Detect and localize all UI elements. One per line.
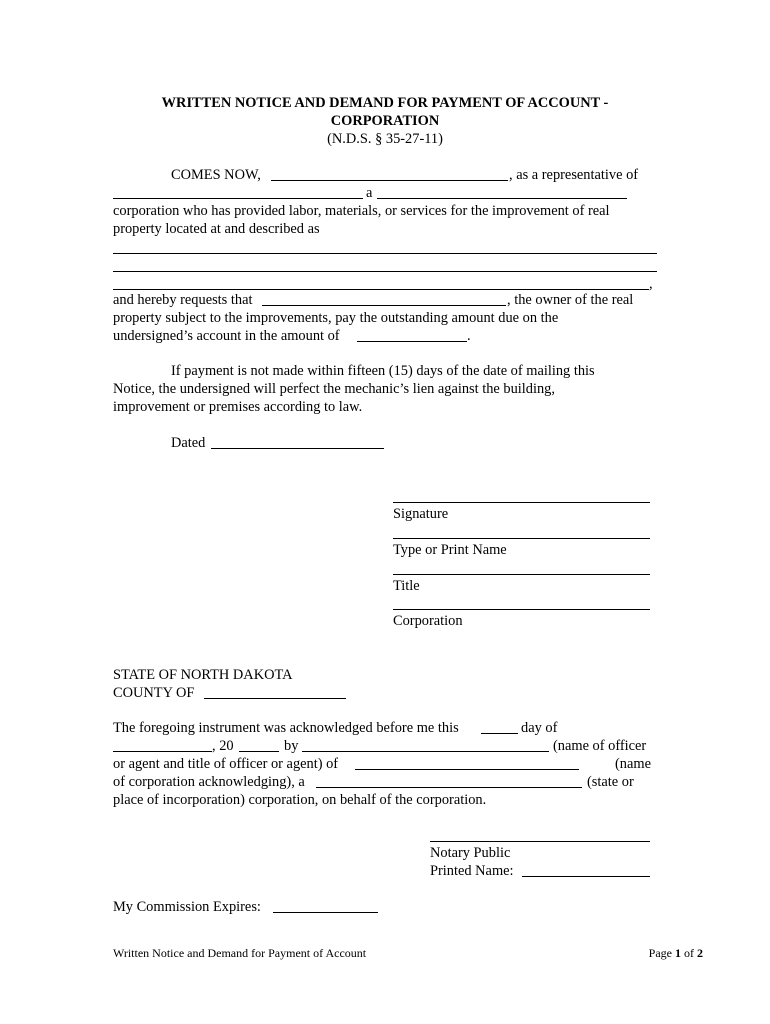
state-or-text: (state or: [587, 774, 634, 790]
by-text: by: [284, 738, 299, 754]
payment-notice-line1: If payment is not made within fifteen (15) days of the date of mailing this: [171, 363, 595, 379]
corporation-name-blank[interactable]: [355, 769, 579, 770]
state-of-incorporation-blank[interactable]: [316, 787, 582, 788]
title-line[interactable]: [393, 574, 650, 575]
day-of-text: day of: [521, 720, 558, 736]
page-total: 2: [697, 946, 703, 960]
payment-notice-line2: Notice, the undersigned will perfect the mechanic’s lien against the building,: [113, 381, 555, 397]
document-title-line2: CORPORATION: [330, 113, 440, 129]
statute-citation: (N.D.S. § 35-27-11): [327, 131, 443, 147]
a-text: a: [366, 185, 373, 201]
name-of-officer-text: (name of officer: [553, 738, 647, 754]
requests-text: and hereby requests that: [113, 292, 253, 308]
company-name-blank[interactable]: [113, 198, 363, 199]
notary-public-label: Notary Public: [430, 845, 511, 861]
year-prefix-text: , 20: [212, 738, 234, 754]
corporation-line[interactable]: [393, 609, 650, 610]
commission-expires-label: My Commission Expires:: [113, 899, 261, 915]
amount-blank[interactable]: [357, 341, 467, 342]
comma-text: ,: [649, 276, 653, 292]
month-blank[interactable]: [113, 751, 212, 752]
page-number: 1: [675, 946, 681, 960]
officer-name-blank[interactable]: [302, 751, 549, 752]
officer-title-text: or agent and title of officer or agent) of: [113, 756, 339, 772]
company-type-blank[interactable]: [377, 198, 627, 199]
owner-name-blank[interactable]: [262, 305, 506, 306]
corporation-services-text: corporation who has provided labor, materials, or services for the improvement of real: [113, 203, 610, 219]
account-amount-text: undersigned’s account in the amount of: [113, 328, 340, 344]
county-blank[interactable]: [204, 698, 346, 699]
corporation-label: Corporation: [393, 613, 463, 629]
print-name-label: Type or Print Name: [393, 542, 507, 558]
property-located-text: property located at and described as: [113, 221, 320, 237]
notary-signature-line[interactable]: [430, 841, 650, 842]
name-text: (name: [615, 756, 651, 772]
document-title: WRITTEN NOTICE AND DEMAND FOR PAYMENT OF ACCOUNT -: [161, 95, 609, 111]
date-blank[interactable]: [211, 448, 384, 449]
title-label: Title: [393, 578, 420, 594]
print-name-line[interactable]: [393, 538, 650, 539]
owner-text: , the owner of the real: [507, 292, 634, 308]
comes-now-text: COMES NOW,: [171, 167, 261, 183]
day-blank[interactable]: [481, 733, 518, 734]
signature-line[interactable]: [393, 502, 650, 503]
representative-name-blank[interactable]: [271, 180, 508, 181]
state-heading: STATE OF NORTH DAKOTA: [113, 667, 293, 683]
printed-name-label: Printed Name:: [430, 863, 514, 879]
commission-expires-blank[interactable]: [273, 912, 378, 913]
payment-notice-line3: improvement or premises according to law.: [113, 399, 363, 415]
property-description-blank-1[interactable]: [113, 253, 657, 254]
property-description-blank-3[interactable]: [113, 289, 649, 290]
page-word: Page: [648, 946, 672, 960]
property-description-blank-2[interactable]: [113, 271, 657, 272]
place-of-incorporation-text: place of incorporation) corporation, on behalf of the corporation.: [113, 792, 487, 808]
page-indicator: [560, 944, 703, 962]
property-subject-text: property subject to the improvements, pay the outstanding amount due on the: [113, 310, 559, 326]
representative-of-text: , as a representative of: [509, 167, 639, 183]
footer-document-name: Written Notice and Demand for Payment of Account: [113, 946, 367, 960]
of-word: of: [684, 946, 694, 960]
acknowledged-text: The foregoing instrument was acknowledged before me this: [113, 720, 459, 736]
period-text: .: [467, 328, 471, 344]
corporation-ack-text: of corporation acknowledging), a: [113, 774, 305, 790]
year-blank[interactable]: [239, 751, 279, 752]
signature-label: Signature: [393, 506, 449, 522]
printed-name-blank[interactable]: [522, 876, 650, 877]
county-label: COUNTY OF: [113, 685, 195, 701]
dated-label: Dated: [171, 435, 206, 451]
